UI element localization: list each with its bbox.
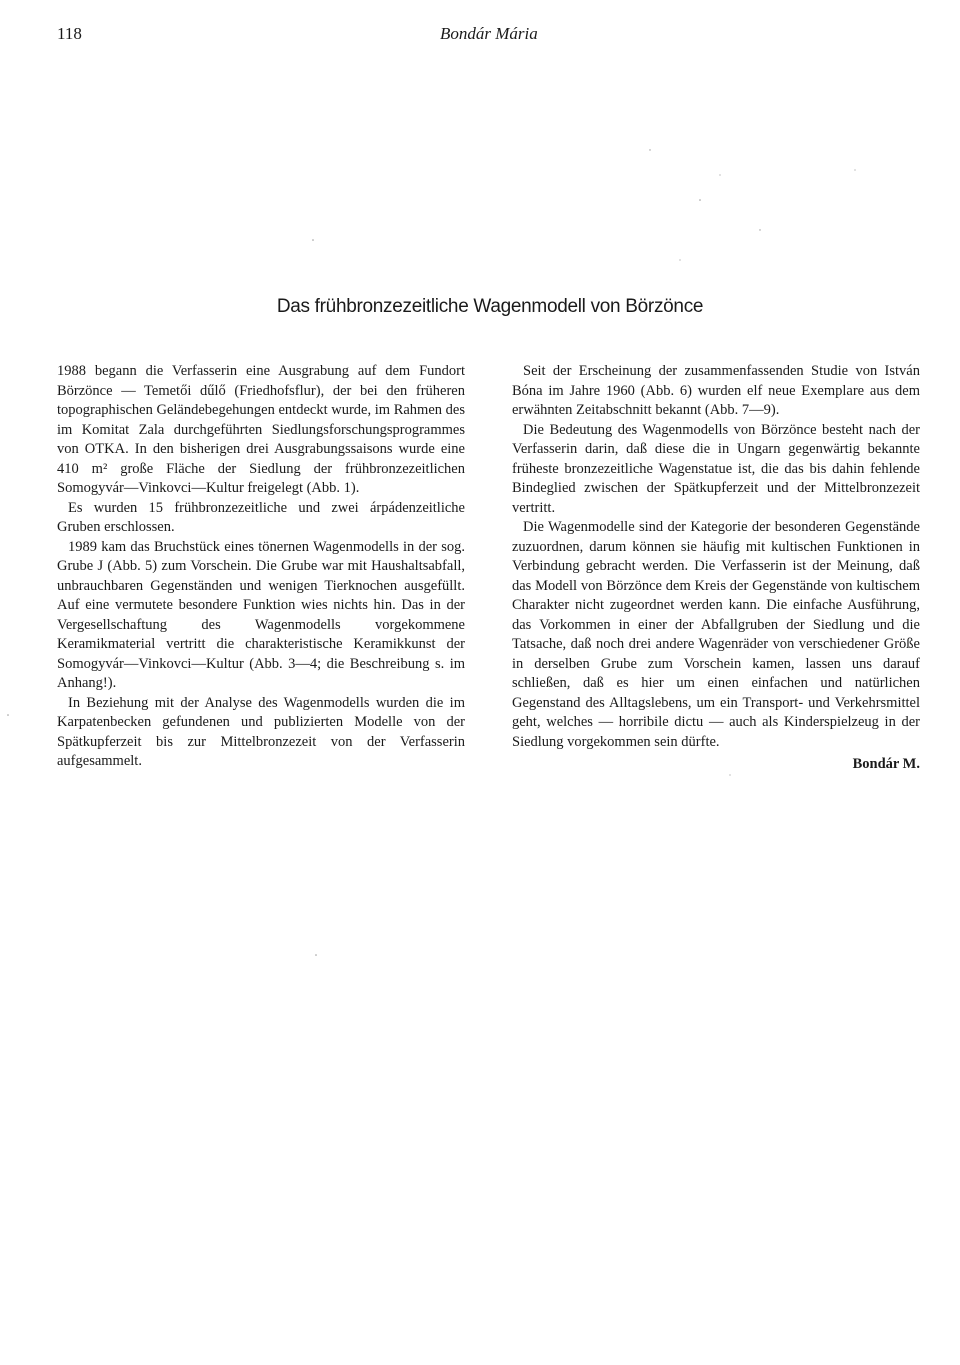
paragraph: 1988 begann die Verfasserin eine Ausgrabung auf dem Fundort Börzönce — Temetői dűlő (Friedhofsflur), der bei den früheren topographischen Geländebegehungen entdeckt wurde, im Rahmen des im Komitat Zala durchgeführten Siedlungsforschungsprogrammes von OTKA. In den bisherigen drei Ausgrabungssaisons wurde eine 410 m² große Fläche der Siedlung der frühbronzezeitlichen Somogyvár—Vinkovci—Kultur freigelegt (Abb. 1). xyxy=(57,363,465,496)
paragraph: Es wurden 15 frühbronzezeitliche und zwei árpádenzeitliche Gruben erschlossen. xyxy=(57,499,465,535)
article-title: Das frühbronzezeitliche Wagenmodell von Börzönce xyxy=(276,296,704,317)
paragraph: 1989 kam das Bruchstück eines tönernen Wagenmodells in der sog. Grube J (Abb. 5) zum Vorschein. Die Grube war mit Haushaltsabfall, unbrauchbaren Gegenständen und wenigen Tierknochen ausgefüllt. Auf eine vermutete besondere Funktion wies nichts hin. Das in der Vergesellschaftung des Wagenmodells vorgekommene Keramikmaterial vertritt die charakteristische Keramikkunst der Somogyvár—Vinkovci—Kultur (Abb. 3—4; die Beschreibung s. im Anhang!). xyxy=(57,538,465,691)
author-signature: Bondár M. xyxy=(852,756,920,772)
paragraph: Die Wagenmodelle sind der Kategorie der besonderen Gegenstände zuzuordnen, darum können sie häufig mit kultischen Funktionen in Verbindung gebracht werden. Die Verfasserin ist der Meinung, daß das Modell von Börzönce dem Kreis der Gegenstände von kultischem Charakter nicht zugeordnet werden kann. Die einfache Ausführung, das Vorkommen in einer der Abfallgruben der Siedlung und die Tatsache, daß noch drei andere Wagenräder von verschiedener Größe in derselben Grube zum Vorschein kamen, lassen uns darauf schließen, daß es hier um einen einfachen und natürlichen Gegenstand des Alltagslebens, um ein Transport- und Verkehrsmittel geht, welches — horribile dictu — auch als Kinderspielzeug in der Siedlung vorgekommen sein dürfte. xyxy=(512,519,920,750)
page-number: 118 xyxy=(57,24,82,43)
left-column xyxy=(57,362,465,772)
running-head: Bondár Mária xyxy=(440,24,538,43)
paragraph: In Beziehung mit der Analyse des Wagenmodells wurden die im Karpatenbecken gefundenen und publizierten Modelle von der Spätkupferzeit bis zur Mittelbronzezeit von der Verfasserin aufgesammelt. xyxy=(57,694,465,769)
right-column xyxy=(512,362,920,775)
paragraph: Seit der Erscheinung der zusammenfassenden Studie von István Bóna im Jahre 1960 (Abb. 6) wurden elf neue Exemplare aus dem erwähnten Zeitabschnitt bekannt (Abb. 7—9). xyxy=(512,363,920,418)
paragraph: Die Bedeutung des Wagenmodells von Börzönce besteht nach der Verfasserin darin, daß diese die in Ungarn gegenwärtig bekannte früheste bronzezeitliche Wagenstatue ist, die das bis dahin fehlende Bindeglied zwischen der Spätkupferzeit und der Mittelbronzezeit vertritt. xyxy=(512,421,920,516)
